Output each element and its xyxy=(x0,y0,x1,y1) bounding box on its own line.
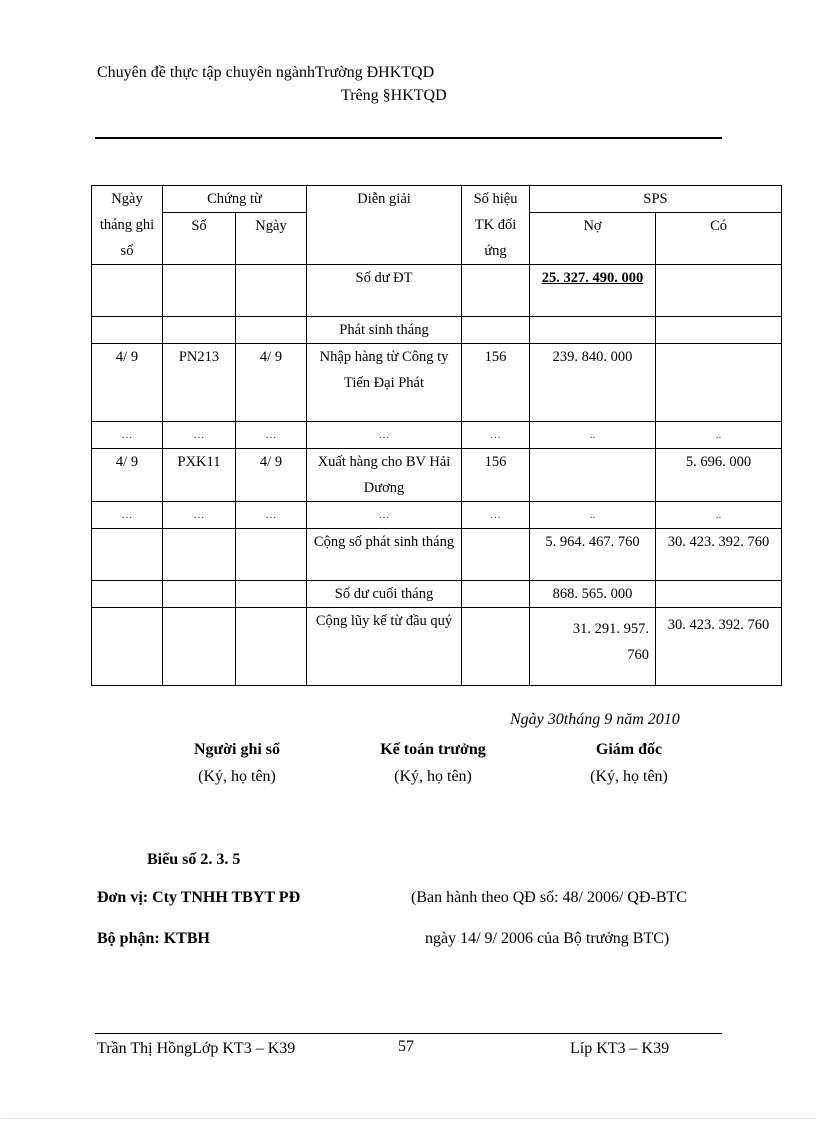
cell-co: 30. 423. 392. 760 xyxy=(656,608,782,686)
cell-no xyxy=(530,608,656,686)
cell-no xyxy=(530,449,656,502)
cell-ngay: 4/ 9 xyxy=(236,344,307,422)
cell-dien-giai: Cộng số phát sinh tháng xyxy=(307,529,462,581)
cell-co: .. xyxy=(656,422,782,449)
signer-note: (Ký, họ tên) xyxy=(198,768,276,785)
cell-ngay xyxy=(236,317,307,344)
header-no: Nợ xyxy=(530,213,656,265)
cell-dien-giai: Số dư ĐT xyxy=(307,265,462,317)
cell-no xyxy=(530,265,656,317)
ledger-table xyxy=(91,185,782,686)
cell-ngay-ghi-so: 4/ 9 xyxy=(92,344,163,422)
cell-no: 239. 840. 000 xyxy=(530,344,656,422)
cell-co: .. xyxy=(656,502,782,529)
table-row-closing xyxy=(92,581,782,608)
cumulative-debit-value: 31. 291. 957. 760 xyxy=(572,621,650,663)
cell-co xyxy=(656,265,782,317)
header-so-hieu-tk: Số hiệu TK đối ứng xyxy=(462,186,530,265)
cell-ngay xyxy=(236,581,307,608)
header-so: Số xyxy=(163,213,236,265)
cell-so xyxy=(163,608,236,686)
table-row xyxy=(92,344,782,422)
cell-so xyxy=(163,581,236,608)
cell-ngay: 4/ 9 xyxy=(236,449,307,502)
signer-title: Giám đốc xyxy=(595,741,663,758)
header-line-2: Trêng §HKTQD xyxy=(341,87,447,104)
cell-so: … xyxy=(163,422,236,449)
cell-ngay xyxy=(236,265,307,317)
signer-note: (Ký, họ tên) xyxy=(590,768,668,785)
header-ngay: Ngày xyxy=(236,213,307,265)
cell-tk: … xyxy=(462,422,530,449)
regulation-line-1: (Ban hành theo QĐ số: 48/ 2006/ QĐ-BTC xyxy=(411,889,687,906)
cell-ngay-ghi-so xyxy=(92,265,163,317)
signer-title: Người ghi sổ xyxy=(193,741,281,758)
cell-no: .. xyxy=(530,422,656,449)
cell-so: PXK11 xyxy=(163,449,236,502)
cell-co: 30. 423. 392. 760 xyxy=(656,529,782,581)
cell-ngay xyxy=(236,608,307,686)
cell-tk xyxy=(462,529,530,581)
cell-so: PN213 xyxy=(163,344,236,422)
date-line: Ngày 30tháng 9 năm 2010 xyxy=(510,711,680,728)
cell-so xyxy=(163,265,236,317)
cell-co xyxy=(656,581,782,608)
cell-dien-giai: Nhập hàng từ Công ty Tiến Đại Phát xyxy=(307,344,462,422)
header-dien-giai: Diễn giải xyxy=(307,186,462,265)
cell-dien-giai: Cộng lũy kế từ đầu quý xyxy=(307,608,462,686)
table-row-total xyxy=(92,529,782,581)
cell-ngay: … xyxy=(236,502,307,529)
signer-title: Kế toán trưởng xyxy=(380,741,486,758)
cell-no: 5. 964. 467. 760 xyxy=(530,529,656,581)
cell-no: .. xyxy=(530,502,656,529)
department-label: Bộ phận: KTBH xyxy=(97,930,210,947)
cell-so xyxy=(163,317,236,344)
cell-no: 868. 565. 000 xyxy=(530,581,656,608)
cell-ngay: … xyxy=(236,422,307,449)
cell-ngay-ghi-so: … xyxy=(92,502,163,529)
header-ngay-ghi-so: Ngày tháng ghi sổ xyxy=(92,186,163,265)
cell-tk xyxy=(462,317,530,344)
table-header-row xyxy=(92,186,782,213)
page-edge xyxy=(0,1118,816,1119)
cell-dien-giai: Số dư cuối tháng xyxy=(307,581,462,608)
cell-so xyxy=(163,529,236,581)
cell-tk: 156 xyxy=(462,344,530,422)
footer-author: Trần Thị HồngLớp KT3 – K39 xyxy=(97,1040,296,1057)
unit-label: Đơn vị: Cty TNHH TBYT PĐ xyxy=(97,889,301,906)
cell-ngay-ghi-so xyxy=(92,529,163,581)
table-row xyxy=(92,449,782,502)
cell-so: … xyxy=(163,502,236,529)
page-number: 57 xyxy=(398,1038,414,1055)
cell-dien-giai: Xuất hàng cho BV Hải Dương xyxy=(307,449,462,502)
header-sps: SPS xyxy=(530,186,782,213)
header-line-1: Chuyên đề thực tập chuyên ngànhTrường ĐHKTQD xyxy=(97,64,435,81)
cell-ngay-ghi-so: 4/ 9 xyxy=(92,449,163,502)
cell-dien-giai: Phát sinh tháng xyxy=(307,317,462,344)
cell-dien-giai: … xyxy=(307,422,462,449)
table-row xyxy=(92,265,782,317)
cell-tk: … xyxy=(462,502,530,529)
cell-ngay-ghi-so xyxy=(92,581,163,608)
cell-dien-giai: … xyxy=(307,502,462,529)
cell-tk xyxy=(462,608,530,686)
header-co: Có xyxy=(656,213,782,265)
header-rule xyxy=(95,137,722,139)
cell-co xyxy=(656,344,782,422)
cell-co: 5. 696. 000 xyxy=(656,449,782,502)
table-row-cumulative xyxy=(92,608,782,686)
cell-tk xyxy=(462,581,530,608)
cell-ngay xyxy=(236,529,307,581)
cell-ngay-ghi-so xyxy=(92,608,163,686)
cell-co xyxy=(656,317,782,344)
cell-ngay-ghi-so xyxy=(92,317,163,344)
table-row-ellipsis xyxy=(92,502,782,529)
footer-rule xyxy=(95,1033,722,1034)
cell-ngay-ghi-so: … xyxy=(92,422,163,449)
cell-no xyxy=(530,317,656,344)
table-row-ellipsis xyxy=(92,422,782,449)
cell-tk: 156 xyxy=(462,449,530,502)
form-number: Biểu số 2. 3. 5 xyxy=(147,851,241,868)
table-row xyxy=(92,317,782,344)
regulation-line-2: ngày 14/ 9/ 2006 của Bộ trưởng BTC) xyxy=(425,930,670,947)
cell-tk xyxy=(462,265,530,317)
opening-balance-value: 25. 327. 490. 000 xyxy=(541,270,644,286)
footer-class: Líp KT3 – K39 xyxy=(570,1040,670,1057)
signer-note: (Ký, họ tên) xyxy=(394,768,472,785)
header-chung-tu: Chứng từ xyxy=(163,186,307,213)
